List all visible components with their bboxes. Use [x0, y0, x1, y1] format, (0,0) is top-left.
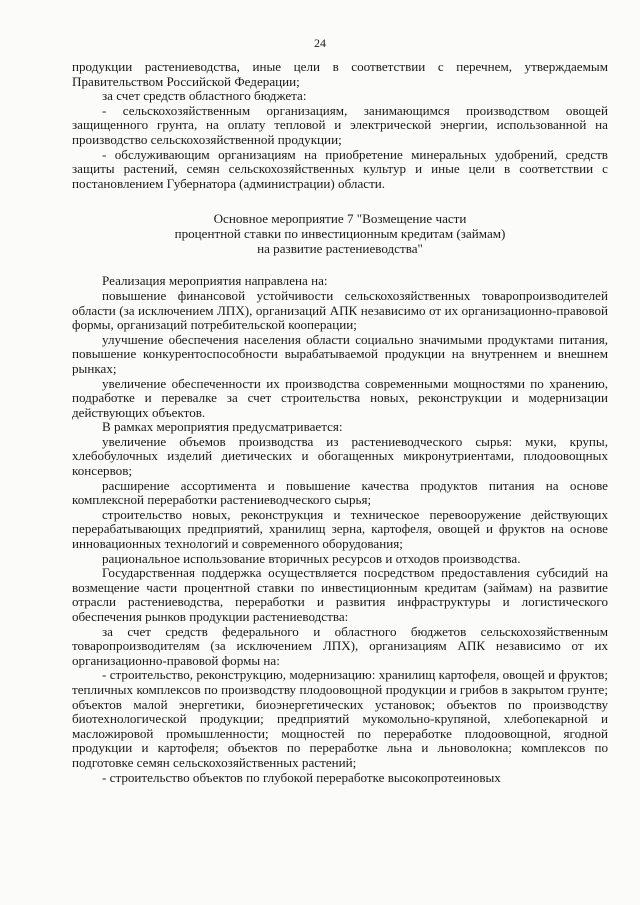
paragraph: продукции растениеводства, иные цели в соответствии с перечнем, утверждаемым Правительством Российской Федерации;	[72, 59, 608, 89]
document-body	[72, 60, 608, 785]
paragraph: - обслуживающим организациям на приобретение минеральных удобрений, средств защиты растений, семян сельскохозяйственных культур и иные цели в соответствии с постановлением Губернатора (администрации) области.	[72, 146, 608, 191]
section-heading	[72, 211, 608, 256]
paragraph: Реализация мероприятия направлена на:	[102, 273, 328, 289]
paragraph: увеличение объемов производства из растениеводческого сырья: муки, крупы, хлебобулочных изделий диетических и обогащенных микронутриентами, плодоовощных консервов;	[72, 433, 608, 479]
heading-line: Основное мероприятие 7 "Возмещение части	[213, 211, 467, 227]
page-number: 24	[314, 36, 326, 50]
heading-line: процентной ставки по инвестиционным кредитам (займам)	[174, 226, 506, 242]
paragraph: расширение ассортимента и повышение качества продуктов питания на основе комплексной переработки растениеводческого сырья;	[72, 477, 608, 508]
paragraph: В рамках мероприятия предусматривается:	[102, 419, 343, 435]
paragraph: повышение финансовой устойчивости сельскохозяйственных товаропроизводителей области (за исключением ЛПХ), организаций АПК независимо от их организационно-правовой формы, организаций потребительской кооперации;	[72, 287, 608, 333]
paragraph: - строительство, реконструкцию, модернизацию: хранилищ картофеля, овощей и фруктов; тепличных комплексов по производству плодоовощной продукции и грибов в закрытом грунте; объектов малой энергетики, биоэнергетических установок; объектов по производству биотехнологической продукции; предприятий мукомольно-крупяной, хлебопекарной и масложировой промышленности; мощностей по переработке плодоовощной, ягодной продукции и картофеля; объектов по переработке льна и льноволокна; комплексов по подготовке семян сельскохозяйственных растений;	[72, 667, 608, 770]
paragraph: рациональное использование вторичных ресурсов и отходов производства.	[102, 550, 521, 566]
paragraph: строительство новых, реконструкция и техническое перевооружение действующих перерабатывающих предприятий, хранилищ зерна, картофеля, овощей и фруктов на основе инновационных технологий и современного оборудования;	[72, 506, 608, 552]
paragraph: Государственная поддержка осуществляется посредством предоставления субсидий на возмещение части процентной ставки по инвестиционным кредитам (займам) на развитие отрасли растениеводства, переработки и развития инфраструктуры и логистического обеспечения рынков продукции растениеводства:	[72, 565, 608, 624]
paragraph: - сельскохозяйственным организациям, занимающимся производством овощей защищенного грунта, на оплату тепловой и электрической энергии, использованной на производство сельскохозяйственной продукции;	[72, 102, 608, 147]
paragraph: за счет средств областного бюджета:	[102, 88, 307, 104]
paragraph: увеличение обеспеченности их производства современными мощностями по хранению, подработке и перевалке за счет строительства новых, реконструкции и модернизации действующих объектов.	[72, 375, 608, 420]
paragraph: - строительство объектов по глубокой переработке высокопротеиновых	[102, 769, 501, 785]
paragraph: улучшение обеспечения населения области социально значимыми продуктами питания, повышение конкурентоспособности вырабатываемой продукции на внутреннем и внешнем рынках;	[72, 331, 608, 376]
heading-line: на развитие растениеводства"	[257, 241, 423, 257]
paragraph: за счет средств федерального и областного бюджетов сельскохозяйственным товаропроизводителям (за исключением ЛПХ), организациям АПК независимо от их организационно-правовой формы на:	[72, 623, 608, 668]
